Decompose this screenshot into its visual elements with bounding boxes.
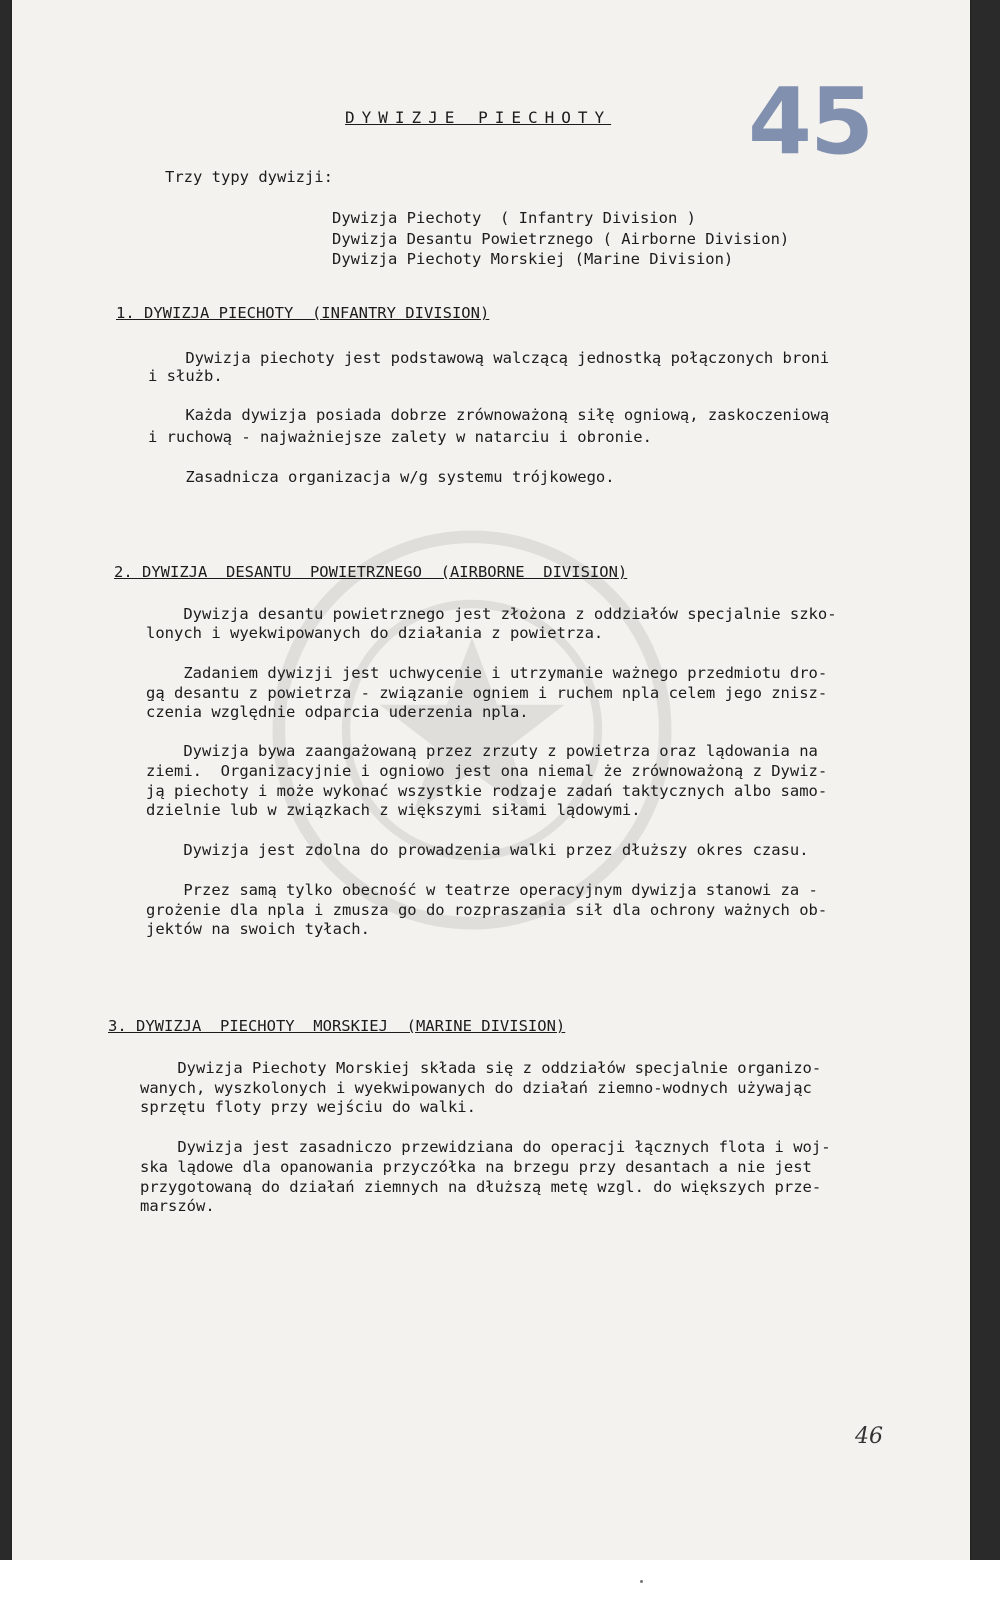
scan-margin: [0, 1560, 1000, 1600]
text-line: wanych, wyszkolonych i wyekwipowanych do działań ziemno-wodnych używając: [140, 1079, 812, 1097]
library-seal-watermark: [262, 520, 682, 940]
text-line: lonych i wyekwipowanych do działania z powietrza.: [146, 624, 604, 642]
text-line: marszów.: [140, 1197, 215, 1215]
text-line: ją piechoty i może wykonać wszystkie rodzaje zadań taktycznych albo samo-: [146, 782, 828, 800]
text-line: przygotowaną do działań ziemnych na dłuższą metę wzgl. do większych prze-: [140, 1178, 822, 1196]
text-line: i ruchową - najważniejsze zalety w natarciu i obronie.: [148, 428, 652, 446]
scan-speck: [640, 1580, 643, 1583]
type-line: Dywizja Piechoty Morskiej (Marine Division): [332, 250, 734, 268]
text-line: Dywizja jest zdolna do prowadzenia walki przez dłuższy okres czasu.: [146, 841, 809, 859]
text-line: gą desantu z powietrza - związanie ogniem i ruchem npla celem jego znisz-: [146, 684, 828, 702]
text-line: czenia względnie odparcia uderzenia npla.: [146, 703, 529, 721]
text-line: jektów na swoich tyłach.: [146, 920, 370, 938]
text-line: Przez samą tylko obecność w teatrze operacyjnym dywizja stanowi za -: [146, 881, 818, 899]
section-heading: 1. DYWIZJA PIECHOTY (INFANTRY DIVISION): [116, 304, 490, 322]
text-line: grożenie dla npla i zmusza go do rozpraszania sił dla ochrony ważnych ob-: [146, 901, 828, 919]
text-line: ska lądowe dla opanowania przyczółka na brzegu przy desantach a nie jest: [140, 1158, 812, 1176]
page-number-stamp: 45: [748, 68, 873, 175]
text-line: i służb.: [148, 367, 223, 385]
text-line: Dywizja desantu powietrznego jest złożona z oddziałów specjalnie szko-: [146, 605, 837, 623]
text-line: Zadaniem dywizji jest uchwycenie i utrzymanie ważnego przedmiotu dro-: [146, 664, 828, 682]
text-line: Dywizja piechoty jest podstawową walczącą jednostką połączonych broni: [148, 349, 830, 367]
text-line: dzielnie lub w związkach z większymi siłami lądowymi.: [146, 801, 641, 819]
text-line: sprzętu floty przy wejściu do walki.: [140, 1098, 476, 1116]
document-title: DYWIZJE PIECHOTY: [345, 108, 612, 127]
text-line: Zasadnicza organizacja w/g systemu trójkowego.: [148, 468, 615, 486]
type-line: Dywizja Desantu Powietrznego ( Airborne Division): [332, 230, 790, 248]
intro-text: Trzy typy dywizji:: [165, 168, 333, 186]
text-line: ziemi. Organizacyjnie i ogniowo jest ona niemal że zrównoważoną z Dywiz-: [146, 762, 828, 780]
text-line: Każda dywizja posiada dobrze zrównoważoną siłę ogniową, zaskoczeniową: [148, 406, 830, 424]
section-heading: 3. DYWIZJA PIECHOTY MORSKIEJ (MARINE DIVISION): [108, 1017, 566, 1035]
handwritten-page-number: 46: [855, 1424, 883, 1449]
text-line: Dywizja jest zasadniczo przewidziana do operacji łącznych flota i woj-: [140, 1138, 831, 1156]
section-heading: 2. DYWIZJA DESANTU POWIETRZNEGO (AIRBORNE DIVISION): [114, 563, 628, 581]
document-page: [12, 0, 970, 1560]
text-line: Dywizja bywa zaangażowaną przez zrzuty z powietrza oraz lądowania na: [146, 742, 818, 760]
text-line: Dywizja Piechoty Morskiej składa się z oddziałów specjalnie organizo-: [140, 1059, 822, 1077]
type-line: Dywizja Piechoty ( Infantry Division ): [332, 209, 696, 227]
